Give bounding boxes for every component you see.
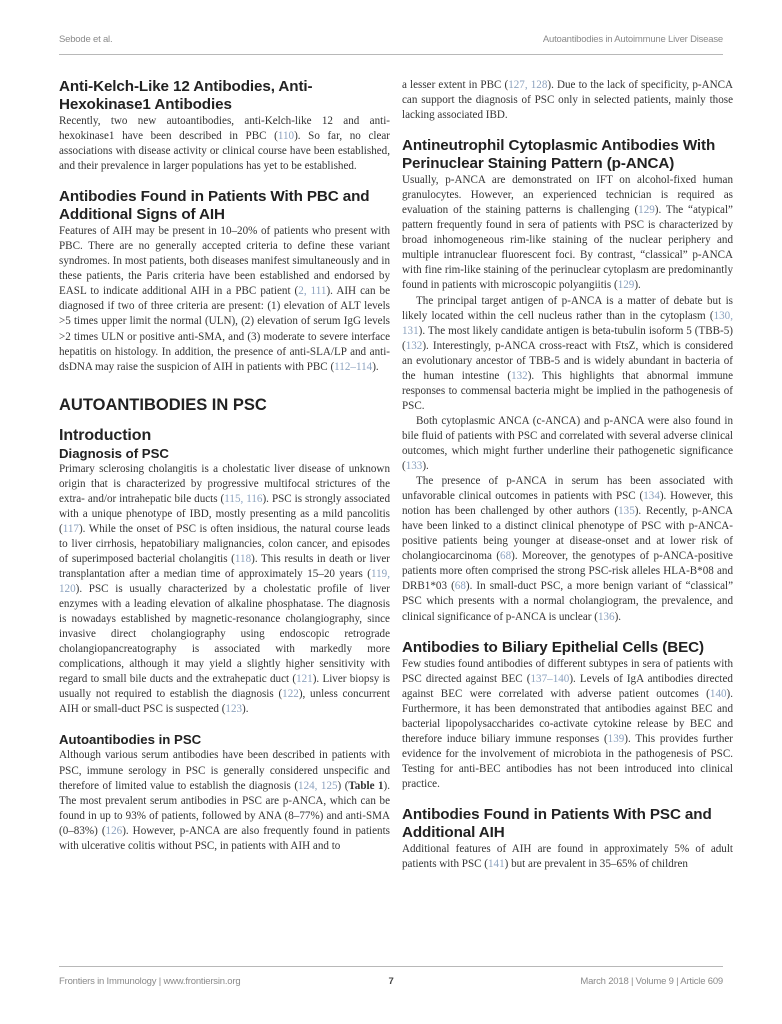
text: ). <box>422 460 429 473</box>
paragraph <box>402 414 733 474</box>
text: ). However, this notion has been challenged by other authors ( <box>402 490 733 518</box>
text: ). This provides further evidence for the involvement of microbiota in the pathogenesis of PSC. Testing for anti-BEC antibodies has not been introduced into clinical practice. <box>402 732 733 790</box>
section-heading-autoantibodies-psc: AUTOANTIBODIES IN PSC <box>59 395 267 414</box>
paragraph <box>402 173 733 293</box>
footer-rule <box>59 966 723 967</box>
text: ). While the onset of PSC is often insidious, the natural course leads to liver cirrhosis, hepatobiliary malignancies, colon cancer, and episodes of superimposed bacterial cholangitis ( <box>59 522 390 565</box>
reference-link[interactable]: 118 <box>234 552 252 565</box>
page-number: 7 <box>388 976 394 987</box>
section-heading-psc-aih: Antibodies Found in Patients With PSC and Additional AIH <box>402 805 712 841</box>
reference-link[interactable]: 68 <box>454 580 466 593</box>
paragraph <box>59 224 390 374</box>
table-link[interactable]: Table 1 <box>348 779 384 792</box>
paragraph <box>402 78 733 123</box>
text: ). Recently, p-ANCA have been linked to a distinct clinical phenotype of PSC with p-ANCA-positive patients being younger at disease-onset and at lower risk of cholangiocarcinoma ( <box>402 505 733 563</box>
reference-link[interactable]: 136 <box>597 610 615 623</box>
text: ). Due to the lack of specificity, p-ANCA can support the diagnosis of PSC only in selected patients, mainly those lacking associated IBD. <box>402 79 734 122</box>
text: ). <box>372 360 379 373</box>
right-column <box>402 78 733 872</box>
text: Usually, p-ANCA are demonstrated on IFT on alcohol-fixed human granulocytes. However, an experienced technician is required as evaluation of the staining patterns is challenging ( <box>402 174 733 217</box>
reference-link[interactable]: 134 <box>643 490 660 503</box>
paragraph <box>402 657 733 792</box>
reference-link[interactable]: 115, 116 <box>224 492 263 505</box>
running-header <box>59 34 723 54</box>
footer-journal: Frontiers in Immunology | www.frontiersin.org <box>59 976 241 987</box>
text: ). Moreover, the genotypes of p-ANCA-positive patients more often comprised the strong PSC-risk alleles HLA-B*08 and DRB1*03 ( <box>402 550 733 593</box>
paragraph <box>402 294 733 414</box>
reference-link[interactable]: 133 <box>405 460 423 473</box>
text: ). So far, no clear associations with disease activity or clinical course have been established, and their prevalence in larger populations has yet to be established. <box>59 130 390 173</box>
section-heading-bec: Antibodies to Biliary Epithelial Cells (BEC) <box>402 638 704 656</box>
header-authors: Sebode et al. <box>59 34 113 45</box>
reference-link[interactable]: 137–140 <box>530 672 570 685</box>
reference-link[interactable]: 132 <box>405 339 423 352</box>
text: a lesser extent in PBC ( <box>402 79 509 91</box>
section-heading-p-anca: Antineutrophil Cytoplasmic Antibodies With Perinuclear Staining Pattern (p-ANCA) <box>402 137 716 173</box>
text: Recently, two new autoantibodies, anti-Kelch-like 12 and anti-hexokinase1 have been described in PBC ( <box>59 115 390 143</box>
text: Features of AIH may be present in 10–20% of patients who present with PBC. There are no generally accepted criteria to define these variant syndromes. In most patients, both diseases manifest simultaneously and in these patients, the Paris criteria have been established and endorsed by EASL to indicate additional AIH in a PBC patient ( <box>59 225 390 298</box>
reference-link[interactable]: 140 <box>709 687 727 700</box>
header-rule <box>59 54 723 55</box>
text: ). Furthermore, it has been demonstrated that antibodies against BEC and bacterial lipopolysaccharides co-activate cytokine release by BEC and therefore induce biliary immune responses ( <box>402 687 733 745</box>
reference-link[interactable]: 130, 131 <box>402 309 733 337</box>
paragraph <box>59 748 390 853</box>
text: ). However, p-ANCA are also frequently found in patients with ulcerative colitis without PSC, in patients with AIH and to <box>59 824 390 852</box>
text: ). <box>614 610 622 623</box>
text: The principal target antigen of p-ANCA is a matter of debate but is likely located within the cell nucleus rather than in the cytoplasm ( <box>402 294 733 322</box>
reference-link[interactable]: 123 <box>225 703 243 716</box>
text: Although various serum antibodies have been described in patients with PSC, immune serology in PSC is generally considered unspecific and therefore of limited value to establish the diagnosis ( <box>59 749 390 792</box>
text: ). Liver biopsy is usually not required to establish the diagnosis ( <box>59 673 390 701</box>
text: Additional features of AIH are found in approximately 5% of adult patients with PSC ( <box>402 842 733 871</box>
text: ), unless concurrent AIH or small-duct PSC is suspected ( <box>59 688 390 716</box>
text: ). Levels of IgA antibodies directed against BEC were correlated with adverse patient outcomes ( <box>402 672 733 700</box>
reference-link[interactable]: 132 <box>511 369 528 382</box>
page-footer <box>59 976 723 992</box>
text: ). PSC is strongly associated with a unique phenotype of IBD, mostly presenting as a mild pancolitis ( <box>59 492 390 535</box>
reference-link[interactable]: 129 <box>617 279 635 292</box>
reference-link[interactable]: 110 <box>277 130 295 143</box>
text: ). <box>242 703 249 716</box>
reference-link[interactable]: 117 <box>62 522 79 535</box>
reference-link[interactable]: 139 <box>607 732 625 745</box>
text: Primary sclerosing cholangitis is a cholestatic liver disease of unknown origin that is characterized by progressive multifocal strictures of the extra- and/or intrahepatic bile ducts ( <box>59 462 390 505</box>
paragraph <box>402 842 733 872</box>
reference-link[interactable]: 135 <box>618 505 635 518</box>
subsection-heading-autoantibodies: Autoantibodies in PSC <box>59 732 202 748</box>
footer-issue: March 2018 | Volume 9 | Article 609 <box>580 976 723 987</box>
reference-link[interactable]: 129 <box>638 204 655 217</box>
text: ). The most prevalent serum antibodies in PSC are p-ANCA, which can be found in up to 93% of patients, followed by ANA (8–77%) and anti-SMA (0–83%) ( <box>59 779 390 837</box>
text: ). <box>634 279 641 292</box>
subsection-heading-diagnosis: Diagnosis of PSC <box>59 445 169 461</box>
text: ) but are prevalent in 35–65% of children <box>504 858 688 871</box>
text: ). This results in death or liver transplantation after a median time of approximately 15–20 years ( <box>59 552 390 580</box>
paragraph <box>59 114 390 174</box>
paragraph <box>402 474 733 624</box>
text: ) ( <box>337 779 349 792</box>
reference-link[interactable]: 121 <box>296 673 313 686</box>
text: ). In small-duct PSC, a more benign variant of “classical” PSC which presents with a normal cholangiogram, the prevalence, and clinical significance of p-ANCA is unclear ( <box>402 580 734 623</box>
reference-link[interactable]: 122 <box>282 688 299 701</box>
text: ). Interestingly, p-ANCA cross-react with FtsZ, which is considered an evolutionary ancestor of TBB-5 and is widely abundant in bacteria of the human intestine ( <box>402 339 733 382</box>
subsection-heading-introduction: Introduction <box>59 426 152 444</box>
paragraph <box>59 462 390 718</box>
section-heading-kelch: Anti-Kelch-Like 12 Antibodies, Anti-Hexokinase1 Antibodies <box>59 78 313 113</box>
reference-link[interactable]: 126 <box>105 824 123 837</box>
reference-link[interactable]: 127, 128 <box>508 79 548 91</box>
text: ). PSC is usually characterized by a cholestatic profile of liver enzymes with a leading elevation of alkaline phosphatase. The diagnosis is nowadays established by magnetic-resonance cholangiography, since invasive direct cholangiography using endoscopic retrograde cholangiopancreatography is associated with markedly more complications, although it may yield a slightly higher sensitivity with regard to small bile ducts and the extrahepatic duct ( <box>59 583 390 686</box>
reference-link[interactable]: 68 <box>500 550 512 563</box>
text: The presence of p-ANCA in serum has been associated with unfavorable clinical outcomes in patients with PSC ( <box>402 475 733 503</box>
text: Few studies found antibodies of different subtypes in sera of patients with PSC directed against BEC ( <box>402 657 733 685</box>
reference-link[interactable]: 124, 125 <box>298 779 338 792</box>
header-title: Autoantibodies in Autoimmune Liver Disease <box>542 34 723 45</box>
text: ). AIH can be diagnosed if two of three criteria are present: (1) elevation of ALT levels >5 times upper limit the normal (ULN), (2) elevation of serum IgG levels >2 times ULN or positive anti-SMA, and (3) moderate to severe interface hepatitis on histology. In addition, the presence of anti-SLA/LP and anti-dsDNA may raise the suspicion of AIH in patients with PBC ( <box>59 285 390 373</box>
text: ). This highlights that abnormal immune responses to commensal bacteria might be implied in the pathogenesis of PSC. <box>402 369 733 412</box>
reference-link[interactable]: 2, 111 <box>298 285 327 298</box>
text: Both cytoplasmic ANCA (c-ANCA) and p-ANCA were also found in bile fluid of patients with PSC and correlated with several adverse clinical outcomes, which might further underline their pathogenetic significance ( <box>402 414 733 473</box>
section-heading-pbc-aih: Antibodies Found in Patients With PBC and Additional Signs of AIH <box>59 188 370 224</box>
left-column <box>59 78 390 854</box>
reference-link[interactable]: 141 <box>487 858 505 871</box>
text: ). The most likely candidate antigen is beta-tubulin isoform 5 (TBB-5) ( <box>402 324 733 352</box>
reference-link[interactable]: 112–114 <box>334 360 373 373</box>
text: ). The “atypical” pattern frequently found in sera of patients with PSC is characterized by broad inhomogeneous rim-like staining of the nuclear periphery and multiple intranuclear fluorescent foci. By contrast, “classical” p-ANCA with fine rim-like staining of the perinuclear cytoplasm are predominantly found in patients with microscopic polyangiitis ( <box>402 204 733 292</box>
reference-link[interactable]: 119, 120 <box>59 567 390 596</box>
